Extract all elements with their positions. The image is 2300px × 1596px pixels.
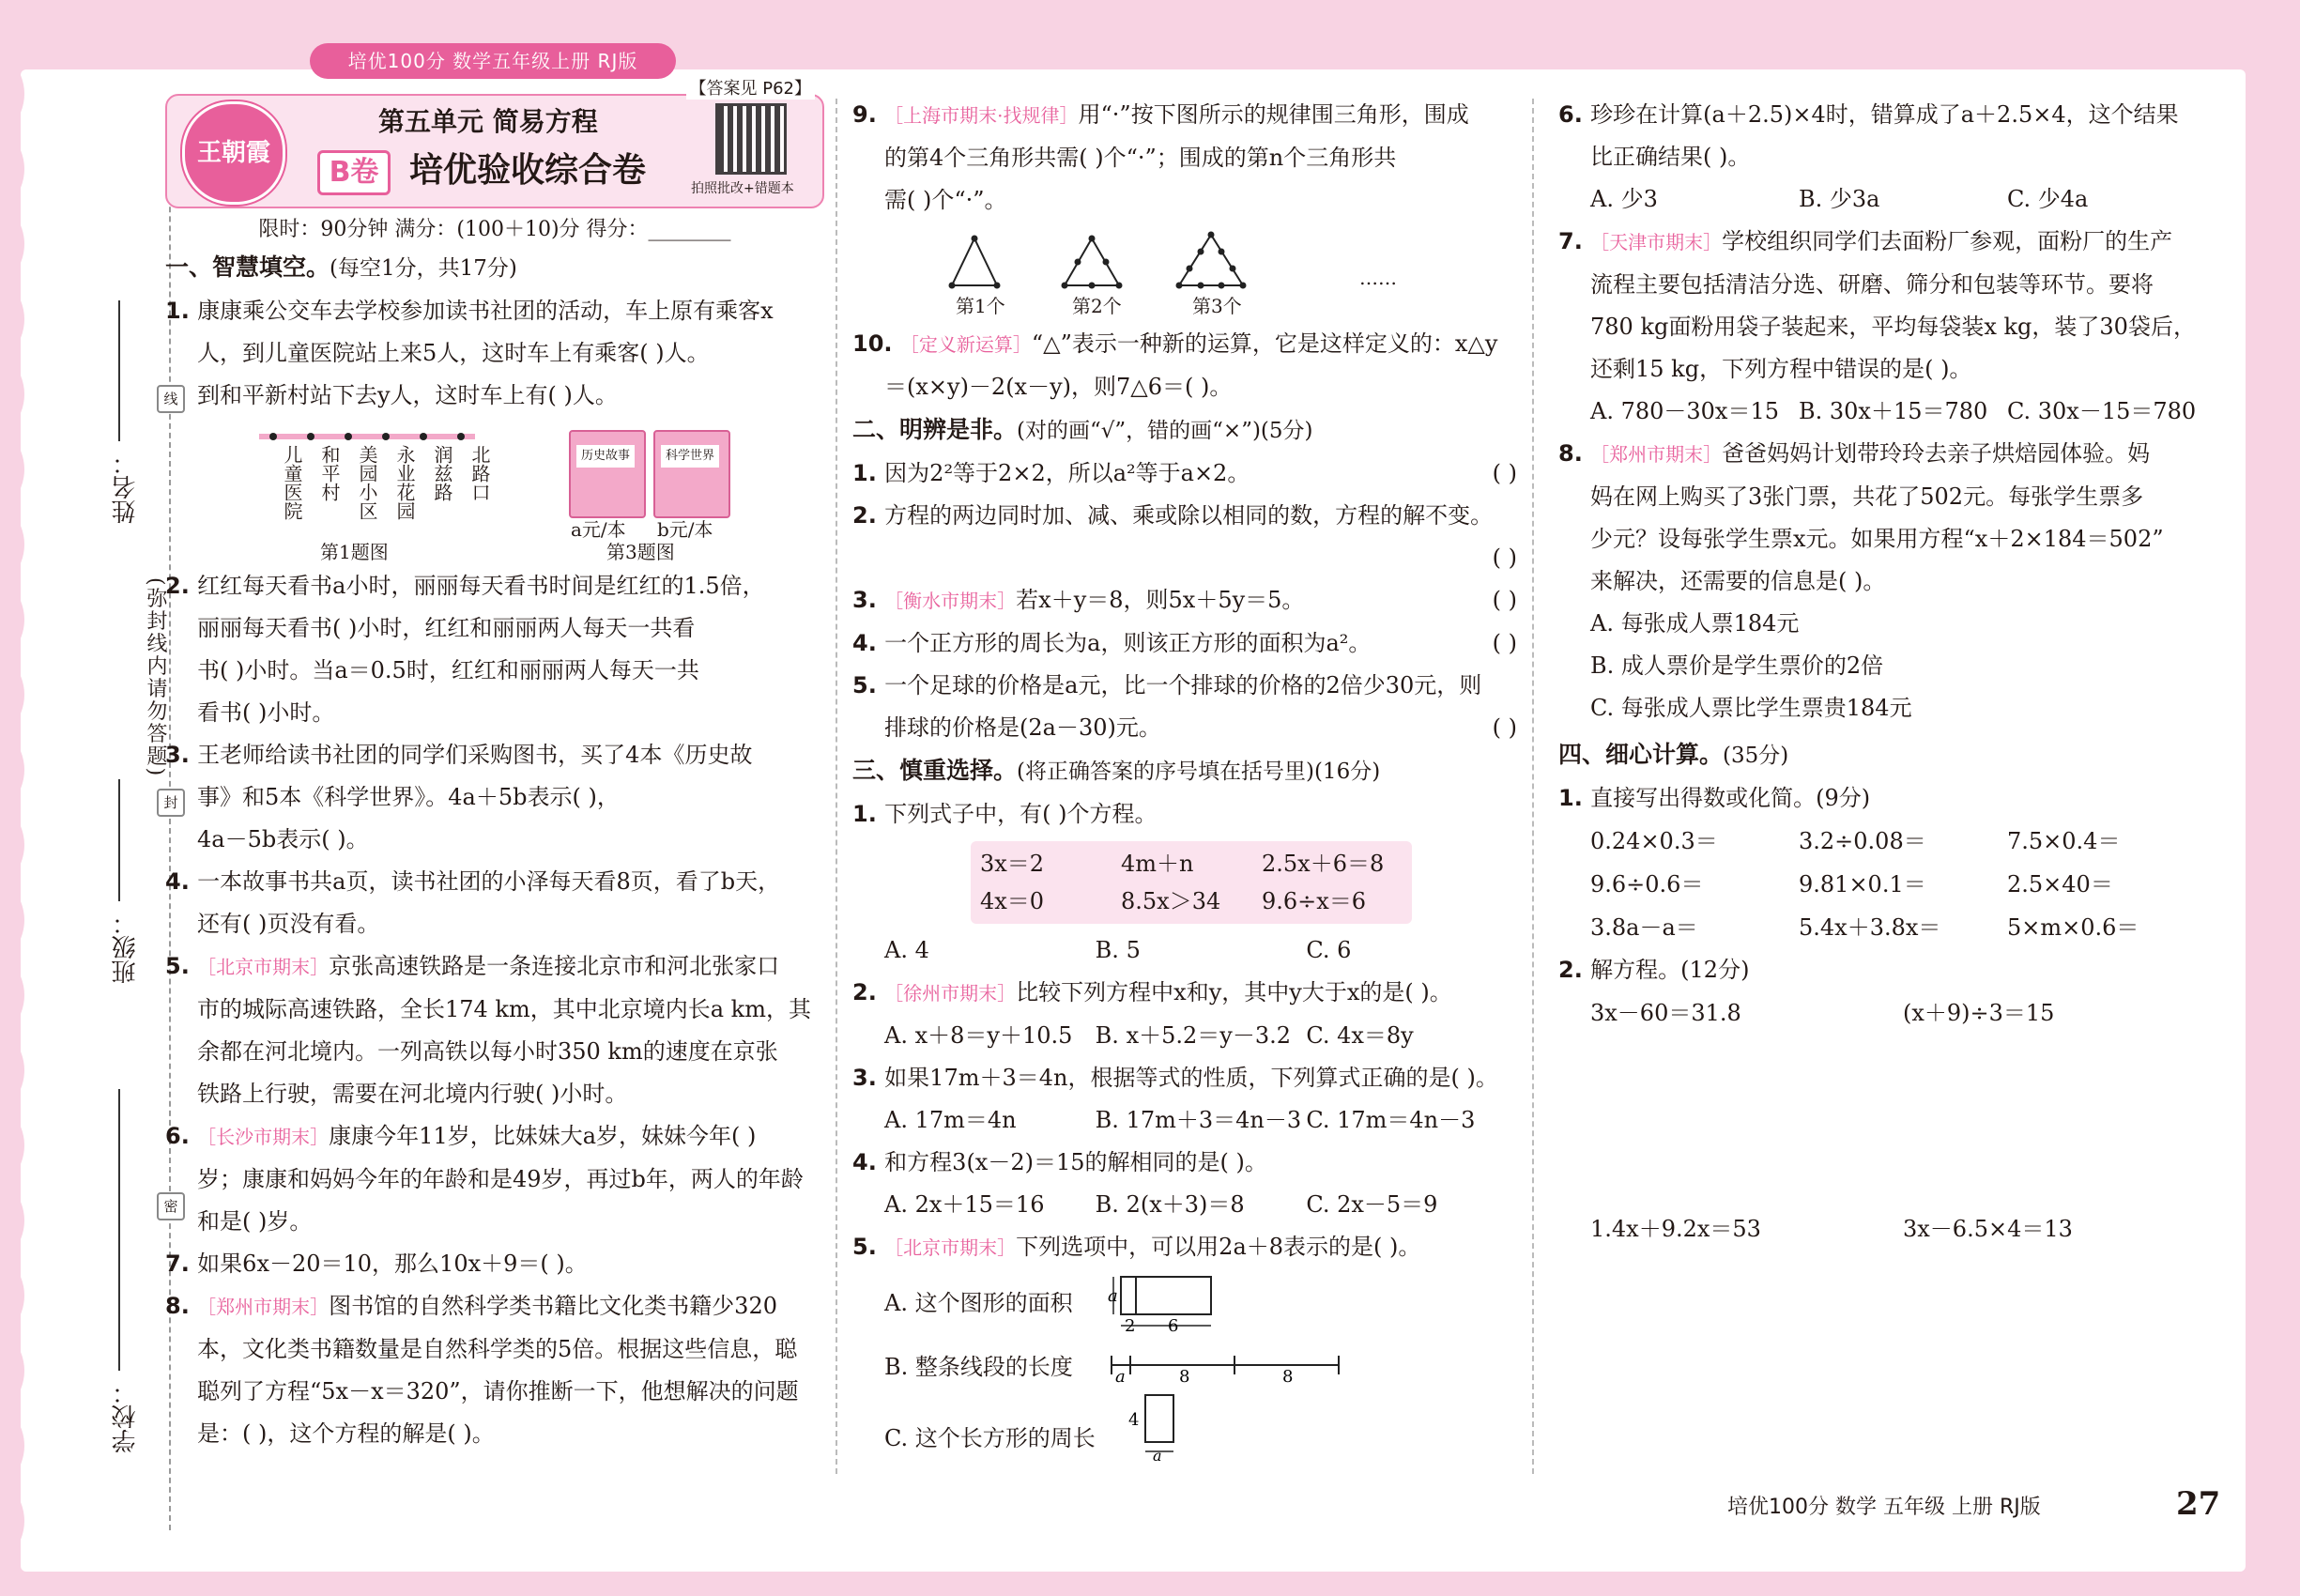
option-a[interactable]: A. 4 [884, 937, 929, 963]
qnum: 9. [852, 101, 885, 128]
choice-7-line3: 780 kg面粉用袋子装起来，平均每袋装x kg，装了30袋后， [1590, 314, 2196, 340]
source-tag: ［郑州市期末］ [1590, 443, 1723, 466]
q4-line1: 一本故事书共a页，读书社团的小泽每天看8页，看了b天， [197, 868, 781, 895]
q8-line2: 本，文化类书籍数量是自然科学类的5倍。根据这些信息，聪 [197, 1336, 798, 1362]
judge-2 [852, 495, 1517, 579]
choice-7 [1558, 221, 2216, 433]
judge-4-text: 一个正方形的周长为a，则该正方形的面积为a²。 [884, 630, 1372, 656]
q1-line3[interactable]: 到和平新村站下去y人，这时车上有( )人。 [197, 382, 618, 408]
calc-item[interactable]: 3.8a－a＝ [1590, 914, 1698, 941]
option-a[interactable]: A. 这个图形的面积 [884, 1290, 1073, 1316]
question-1-5 [165, 945, 824, 1115]
column-divider-2 [1532, 99, 1534, 1474]
choice-3 [852, 1057, 1517, 1142]
right-wavy-border [2272, 0, 2300, 1596]
question-1-4 [165, 861, 824, 945]
history-book [569, 430, 646, 518]
qr-code-icon[interactable] [715, 103, 787, 175]
choice-2-options [852, 1015, 1517, 1057]
q10-line1: “△”表示一种新的运算，它是这样定义的：x△y [1031, 330, 1498, 357]
option-c[interactable]: C. 6 [1306, 937, 1352, 963]
section-2-note: (对的画“√”，错的画“×”)(5分) [1017, 419, 1313, 443]
calc-row [1558, 863, 2216, 906]
qnum: 3. [165, 742, 198, 768]
judge-4 [852, 622, 1517, 665]
choice-8-line4[interactable]: 来解决，还需要的信息是( )。 [1590, 568, 1886, 594]
qnum: 1. [165, 298, 198, 324]
qnum: 6. [1558, 101, 1591, 128]
q8-line1: 图书馆的自然科学类书籍比文化类书籍少320 [329, 1293, 777, 1319]
answer-reference: 【答案见 P62】 [686, 79, 815, 100]
page-number: 27 [2176, 1485, 2221, 1523]
choice-7-options [1558, 391, 2216, 433]
equation[interactable]: 1.4x＋9.2x＝53 [1590, 1216, 1761, 1242]
seal-mark-mi: 密 [157, 1192, 185, 1220]
stop-name: 儿童医院 [281, 445, 303, 520]
q1-line2[interactable]: 人，到儿童医院站上来5人，这时车上有乘客( )人。 [197, 340, 710, 366]
rect-label-4: 4 [1128, 1410, 1140, 1430]
q8-line4[interactable]: 是：( )，这个方程的解是( )。 [197, 1420, 495, 1447]
judge-5 [852, 665, 1517, 749]
binding-sidebar [38, 103, 178, 1530]
class-label: 班级： [112, 911, 140, 984]
choice-7-line2: 流程主要包括清洁分选、研磨、筛分和包装等环节。要将 [1590, 271, 2154, 298]
expr: 2.5x＋6＝8 [1262, 851, 1385, 877]
choice-5-text[interactable]: 下列选项中，可以用2a＋8表示的是( )。 [1016, 1234, 1421, 1260]
judge-2-text: 方程的两边同时加、减、乘或除以相同的数，方程的解不变。 [884, 502, 1494, 529]
option-b[interactable]: B. 30x＋15＝780 [1799, 398, 1988, 424]
qnum: 3. [852, 587, 885, 613]
qnum: 7. [1558, 228, 1591, 254]
school-write-line[interactable] [118, 1089, 120, 1371]
section-3-note: (将正确答案的序号填在括号里)(16分) [1017, 760, 1381, 784]
stop-name: 美园小区 [356, 445, 378, 520]
qnum: 4. [165, 868, 198, 895]
choice-6 [1558, 94, 2216, 221]
question-1-6 [165, 1115, 824, 1243]
judge-5-line1: 一个足球的价格是a元，比一个排球的价格的2倍少30元，则 [884, 672, 1482, 698]
rect-label-a: a [1153, 1447, 1162, 1463]
triangle-1-caption: 第1个 [956, 295, 1005, 317]
choice-2-text[interactable]: 比较下列方程中x和y，其中y大于x的是( )。 [1016, 979, 1452, 1005]
option-c[interactable]: C. 2x－5＝9 [1306, 1191, 1438, 1218]
section-4-note: (35分) [1723, 744, 1789, 768]
option-a[interactable]: A. 每张成人票184元 [1590, 610, 1800, 637]
paper-b-badge: B卷 [317, 150, 391, 195]
history-book-label: 历史故事 [576, 445, 635, 468]
q3-line1: 王老师给读书社团的同学们采购图书，买了4本《历史故 [197, 742, 753, 768]
brand-logo: 王朝霞 [182, 101, 285, 205]
option-c[interactable]: C. 每张成人票比学生票贵184元 [1590, 695, 1912, 721]
q9-line1: 用“·”按下图所示的规律围三角形，围成 [1078, 101, 1469, 128]
option-c[interactable]: C. 30x－15＝780 [2007, 398, 2197, 424]
triangle-2-caption: 第2个 [1072, 295, 1122, 317]
qnum: 4. [852, 630, 885, 656]
expr: 9.6÷x＝6 [1262, 888, 1367, 914]
seg-label-a: a [1115, 1367, 1126, 1386]
choice-3-text[interactable]: 如果17m＋3＝4n，根据等式的性质，下列算式正确的是( )。 [884, 1065, 1498, 1091]
calc-item[interactable]: 9.6÷0.6＝ [1590, 871, 1704, 898]
choice-8-line2: 妈在网上购买了3张门票，共花了502元。每张学生票多 [1590, 483, 2144, 510]
section-1-heading: 一、智慧填空。 [165, 253, 330, 281]
question-1-2 [165, 565, 824, 734]
choice-6-line1: 珍珍在计算(a＋2.5)×4时，错算成了a＋2.5×4，这个结果 [1590, 101, 2179, 128]
judge-1-text: 因为2²等于2×2，所以a²等于a×2。 [884, 460, 1250, 486]
stop-name: 北路口 [468, 445, 491, 501]
qnum: 2. [852, 979, 885, 1005]
qnum: 5. [852, 1234, 885, 1260]
expr: 4x＝0 [980, 888, 1045, 914]
seg-label-8a: 8 [1179, 1367, 1190, 1386]
q5-line3: 余都在河北境内。一列高铁以每小时350 km的速度在京张 [197, 1038, 778, 1065]
q1-line1: 康康乘公交车去学校参加读书社团的活动，车上原有乘客x [197, 298, 774, 324]
footer-series: 培优100分 数学 五年级 上册 RJ版 [1727, 1496, 2041, 1519]
qnum: 8. [165, 1293, 198, 1319]
section-3-title [852, 749, 1517, 793]
answer-paren[interactable]: ( ) [1492, 545, 1517, 571]
expr: 8.5x＞34 [1121, 888, 1221, 914]
qnum: 1. [1558, 785, 1591, 811]
exam-info: 限时：90分钟 满分：(100＋10)分 得分：________ [258, 218, 731, 241]
science-book [653, 430, 730, 518]
question-1-1 [165, 290, 824, 417]
fig-label-6: 6 [1168, 1316, 1179, 1336]
qnum: 8. [1558, 440, 1591, 467]
option-c[interactable]: C. 这个长方形的周长 [884, 1425, 1096, 1451]
expression-box [971, 841, 1412, 924]
equation[interactable]: 3x－60＝31.8 [1590, 1000, 1741, 1026]
choice-1-options [852, 929, 1517, 972]
section-2-title [852, 408, 1517, 453]
choice-7-line4[interactable]: 还剩15 kg，下列方程中错误的是( )。 [1590, 356, 1972, 382]
q6-line1[interactable]: 康康今年11岁，比妹妹大a岁，妹妹今年( ) [329, 1123, 757, 1149]
name-label: 姓名： [112, 451, 140, 524]
calc-1 [1558, 777, 2216, 949]
bus-stops [265, 445, 490, 529]
source-tag: ［天津市期末］ [1590, 231, 1723, 253]
bus-route-line [259, 428, 475, 447]
calc-1-title: 直接写出得数或化简。(9分) [1590, 785, 1871, 811]
q8-line3: 聪列了方程“5x－x＝320”，请你推断一下，他想解决的问题 [197, 1378, 799, 1404]
section-4-heading: 四、细心计算。 [1558, 741, 1724, 768]
choice-6-options [1558, 178, 2216, 221]
choice-6-line2[interactable]: 比正确结果( )。 [1590, 144, 1751, 170]
calc-item[interactable]: 9.81×0.1＝ [1799, 871, 1926, 898]
qnum: 6. [165, 1123, 198, 1149]
option-a[interactable]: A. 少3 [1590, 186, 1658, 212]
equation[interactable]: (x＋9)÷3＝15 [1903, 1000, 2055, 1026]
calc-row [1558, 906, 2216, 949]
equation-row [1558, 991, 2216, 1207]
figures-q1-q3 [165, 421, 824, 561]
left-wavy-border [0, 0, 28, 1596]
choice-1 [852, 793, 1517, 972]
choice-8-line1: 爸爸妈妈计划带玲玲去亲子烘焙园体验。妈 [1722, 440, 2151, 467]
q2-line4[interactable]: 看书( )小时。 [197, 699, 335, 726]
source-tag: ［北京市期末］ [197, 956, 330, 978]
stop-name: 和平村 [318, 445, 341, 501]
q6-line2: 岁；康康和妈妈今年的年龄和是49岁，再过b年，两人的年龄 [197, 1166, 804, 1192]
title-banner [165, 79, 824, 208]
option-b[interactable]: B. 5 [1095, 937, 1141, 963]
triangle-3-caption: 第3个 [1192, 295, 1242, 317]
class-write-line[interactable] [118, 779, 120, 901]
q3-line3[interactable]: 4a－5b表示( )。 [197, 826, 369, 852]
qnum: 2. [1558, 957, 1591, 983]
option-c[interactable]: C. 少4a [2007, 186, 2089, 212]
qnum: 1. [852, 460, 885, 486]
qr-caption: 拍照批改+错题本 [691, 181, 794, 196]
segment-figure [1108, 1348, 1342, 1386]
qnum: 4. [852, 1149, 885, 1175]
choice-1-text[interactable]: 下列式子中，有( )个方程。 [884, 801, 1158, 827]
calc-item[interactable]: 5.4x＋3.8x＝ [1799, 914, 1941, 941]
q2-line3[interactable]: 书( )小时。当a＝0.5时，红红和丽丽两人每天一共 [197, 657, 699, 683]
q2-line1: 红红每天看书a小时，丽丽每天看书时间是红红的1.5倍， [197, 573, 765, 599]
calc-item[interactable]: 3.2÷0.08＝ [1799, 828, 1926, 854]
answer-paren[interactable]: ( ) [1492, 587, 1517, 613]
column-3 [1558, 94, 2216, 1251]
calc-row [1558, 820, 2216, 863]
section-2-heading: 二、明辨是非。 [852, 416, 1018, 443]
q7-line1[interactable]: 如果6x－20＝10，那么10x＋9＝( )。 [197, 1251, 588, 1277]
column-divider-1 [836, 99, 837, 1474]
triangle-dots-icon [946, 231, 1247, 293]
choice-5-options [852, 1269, 1517, 1466]
choice-2 [852, 972, 1517, 1057]
column-1 [165, 79, 824, 1455]
column-2 [852, 94, 1517, 1466]
source-tag: ［北京市期末］ [884, 1236, 1017, 1259]
choice-7-line1: 学校组织同学们去面粉厂参观，面粉厂的生产 [1722, 228, 2173, 254]
option-b[interactable]: B. 17m＋3＝4n－3 [1095, 1107, 1302, 1133]
qnum: 3. [852, 1065, 885, 1091]
triangle-pattern-figure [852, 222, 1517, 323]
option-a[interactable]: A. 2x＋15＝16 [884, 1191, 1045, 1218]
q10-line2[interactable]: ＝(x×y)－2(x－y)，则7△6＝( )。 [884, 374, 1233, 400]
option-b[interactable]: B. 2(x＋3)＝8 [1095, 1191, 1245, 1218]
calc-item[interactable]: 5×m×0.6＝ [2007, 914, 2139, 941]
expr: 3x＝2 [980, 851, 1045, 877]
equation[interactable]: 3x－6.5×4＝13 [1903, 1216, 2073, 1242]
judge-1 [852, 453, 1517, 495]
choice-4 [852, 1142, 1517, 1226]
question-1-8 [165, 1285, 824, 1455]
rectangle-perimeter-figure [1125, 1391, 1181, 1463]
source-tag: ［上海市期末·找规律］ [884, 104, 1079, 127]
option-c[interactable]: C. 17m＝4n－3 [1306, 1107, 1476, 1133]
unit-title: 第五单元 简易方程 [378, 106, 598, 137]
question-1-3 [165, 734, 824, 861]
question-1-9 [852, 94, 1517, 222]
choice-8-line3: 少元？设每张学生票x元。如果用方程“x＋2×184＝502” [1590, 526, 2164, 552]
choice-8 [1558, 433, 2216, 729]
stop-name: 润兹路 [431, 445, 453, 501]
calc-item[interactable]: 0.24×0.3＝ [1590, 828, 1718, 854]
choice-4-text[interactable]: 和方程3(x－2)＝15的解相同的是( )。 [884, 1149, 1267, 1175]
name-write-line[interactable] [118, 300, 120, 441]
q6-line3[interactable]: 和是( )岁。 [197, 1208, 313, 1235]
question-1-10 [852, 323, 1517, 408]
answer-paren[interactable]: ( ) [1492, 630, 1517, 656]
seal-mark-feng: 封 [157, 789, 185, 817]
judge-3-text: 若x＋y＝8，则5x＋5y＝5。 [1016, 587, 1305, 613]
option-a[interactable]: A. 780－30x＝15 [1590, 398, 1780, 424]
header-series-pill: 培优100分 数学五年级上册 RJ版 [310, 43, 676, 79]
expr: 4m＋n [1121, 851, 1194, 877]
section-1-note: (每空1分，共17分) [330, 256, 517, 281]
source-tag: ［衡水市期末］ [884, 590, 1017, 612]
q9-line3[interactable]: 需( )个“·”。 [884, 187, 1007, 213]
source-tag: ［长沙市期末］ [197, 1126, 330, 1148]
ellipsis: …… [1359, 267, 1397, 289]
seal-note: (弥封线内请勿答题) [144, 577, 167, 778]
qnum: 10. [852, 330, 900, 357]
answer-paren[interactable]: ( ) [1492, 714, 1517, 741]
q9-line2[interactable]: 的第4个三角形共需( )个“·”；围成的第n个三角形共 [884, 145, 1397, 171]
qnum: 2. [165, 573, 198, 599]
question-1-7 [165, 1243, 824, 1285]
source-tag: ［郑州市期末］ [197, 1296, 330, 1318]
price-b: b元/本 [657, 518, 713, 541]
fig-label-a: a [1108, 1286, 1118, 1306]
seg-label-8b: 8 [1282, 1367, 1294, 1386]
science-book-label: 科学世界 [661, 445, 719, 468]
calc-item[interactable]: 2.5×40＝ [2007, 871, 2113, 898]
q5-line4[interactable]: 铁路上行驶，需要在河北境内行驶( )小时。 [197, 1081, 628, 1107]
qnum: 7. [165, 1251, 198, 1277]
answer-paren[interactable]: ( ) [1492, 460, 1517, 486]
calc-2-title: 解方程。(12分) [1590, 957, 1750, 983]
stop-name: 永业花园 [393, 445, 416, 520]
choice-3-options [852, 1099, 1517, 1142]
school-label: 学校： [112, 1380, 140, 1453]
q2-line2[interactable]: 丽丽每天看书( )小时，红红和丽丽两人每天一共看 [197, 615, 696, 641]
option-a[interactable]: A. x＋8＝y＋10.5 [884, 1022, 1073, 1049]
section-3-heading: 三、慎重选择。 [852, 757, 1018, 784]
judge-3 [852, 579, 1517, 622]
source-tag: ［定义新运算］ [899, 333, 1032, 356]
rectangle-area-figure [1108, 1273, 1230, 1339]
figure-3-caption: 第3题图 [606, 541, 675, 563]
qnum: 5. [165, 953, 198, 979]
option-a[interactable]: A. 17m＝4n [884, 1107, 1017, 1133]
source-tag: ［徐州市期末］ [884, 982, 1017, 1005]
q5-line1: 京张高速铁路是一条连接北京市和河北张家口 [329, 953, 780, 979]
section-4-title [1558, 733, 2216, 777]
option-b[interactable]: B. 成人票价是学生票价的2倍 [1590, 652, 1884, 679]
fig-label-2: 2 [1125, 1316, 1136, 1336]
seal-mark-xian: 线 [157, 385, 185, 413]
option-b[interactable]: B. 少3a [1799, 186, 1880, 212]
qnum: 2. [852, 502, 885, 529]
q5-line2: 市的城际高速铁路，全长174 km，其中北京境内长a km，其 [197, 996, 811, 1022]
judge-5-line2: 排球的价格是(2a－30)元。 [884, 714, 1161, 741]
calc-item[interactable]: 7.5×0.4＝ [2007, 828, 2121, 854]
price-a: a元/本 [571, 518, 626, 541]
paper-title: 培优验收综合卷 [409, 151, 647, 190]
figure-1-caption: 第1题图 [320, 541, 389, 563]
qnum: 5. [852, 672, 885, 698]
option-b[interactable]: B. 整条线段的长度 [884, 1354, 1073, 1380]
section-1-title [165, 246, 824, 290]
option-b[interactable]: B. x＋5.2＝y－3.2 [1095, 1022, 1291, 1049]
choice-4-options [852, 1184, 1517, 1226]
qnum: 1. [852, 801, 885, 827]
q3-line2[interactable]: 事》和5本《科学世界》。4a＋5b表示( )， [197, 784, 620, 810]
calc-2 [1558, 949, 2216, 1251]
choice-5 [852, 1226, 1517, 1466]
equation-row [1558, 1207, 2216, 1251]
q4-line2[interactable]: 还有( )页没有看。 [197, 911, 380, 937]
option-c[interactable]: C. 4x＝8y [1306, 1022, 1414, 1049]
